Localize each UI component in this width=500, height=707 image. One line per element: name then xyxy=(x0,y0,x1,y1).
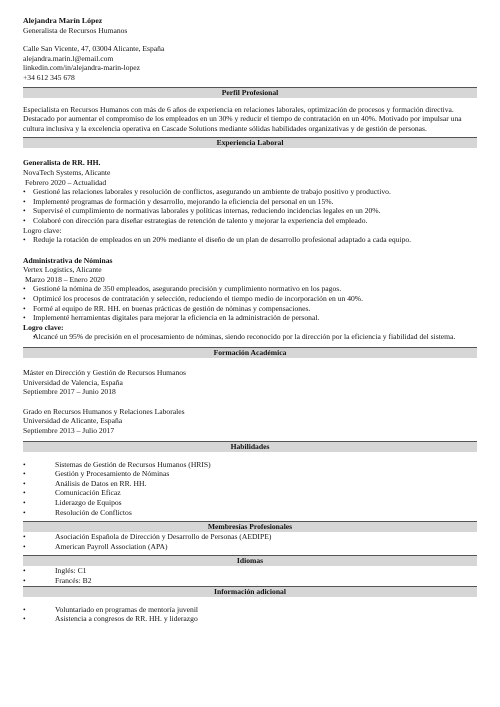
education-school: Universidad de Alicante, España xyxy=(23,416,123,426)
job-company: Vertex Logistics, Alicante xyxy=(23,265,102,275)
education-degree: Grado en Recursos Humanos y Relaciones Laborales xyxy=(23,406,185,416)
section-header-education: Formación Académica xyxy=(23,347,477,358)
section-header-memberships: Membresías Profesionales xyxy=(23,521,477,532)
job-bullet: • Gestioné la nómina de 350 empleados, asegurando precisión y cumplimiento normativo en los pagos. xyxy=(23,284,477,294)
skill-item: • Comunicación Eficaz xyxy=(23,488,477,498)
phone: +34 612 345 678 xyxy=(23,72,75,82)
education-dates: Septiembre 2013 – Julio 2017 xyxy=(23,426,115,435)
section-header-skills: Habilidades xyxy=(23,441,477,452)
skill-item: • Análisis de Datos en RR. HH. xyxy=(23,479,477,489)
profile-text: Especialista en Recursos Humanos con más de 6 años de experiencia en relaciones laborales, optimización de procesos y formación directiva. Destacado por aumentar el compromiso de los empleados en un 30% y reducir el tiempo de contratación en un 40%. Motivado por impulsar una cultura inclusiva y la excelencia operativa en Cascade Solutions mediante sólidas habilidades organizativas y de gestión de personas. xyxy=(23,104,462,133)
achievement-label: Logro clave: xyxy=(23,322,64,332)
membership-item: • American Payroll Association (APA) xyxy=(23,542,477,552)
achievement-text: • Reduje la rotación de empleados en un 20% mediante el diseño de un plan de desarrollo profesional adaptado a cada equipo. xyxy=(23,235,477,245)
job-dates: Febrero 2020 – Actualidad xyxy=(25,177,107,187)
section-header-profile: Perfil Profesional xyxy=(23,87,477,98)
languages-list xyxy=(23,566,477,585)
job-dates: Marzo 2018 – Enero 2020 xyxy=(25,274,105,284)
achievement-label: Logro clave: xyxy=(23,225,62,235)
skill-item: • Gestión y Procesamiento de Nóminas xyxy=(23,469,477,479)
linkedin: linkedin.com/in/alejandra-marin-lopez xyxy=(23,63,141,73)
skill-item: • Sistemas de Gestión de Recursos Humanos (HRIS) xyxy=(23,460,477,470)
email: alejandra.marin.l@email.com xyxy=(23,53,114,63)
section-header-experience: Experiencia Laboral xyxy=(23,137,477,148)
additional-list xyxy=(23,605,477,624)
additional-item: • Voluntariado en programas de mentoría juvenil xyxy=(23,605,477,615)
achievement-text: • Alcancé un 95% de precisión en el procesamiento de nóminas, siendo reconocido por la dirección por la eficiencia y fiabilidad del sistema. xyxy=(23,332,477,342)
candidate-name: Alejandra Marín López xyxy=(23,16,103,25)
job-bullet: • Colaboré con dirección para diseñar estrategias de retención de talento y mejorar la experiencia del empleado. xyxy=(23,216,477,226)
education-entry xyxy=(23,368,477,397)
skill-item: • Liderazgo de Equipos xyxy=(23,498,477,508)
education-degree: Máster en Dirección y Gestión de Recursos Humanos xyxy=(23,368,187,378)
education-dates: Septiembre 2017 – Junio 2018 xyxy=(23,387,116,397)
job-bullet: • Implementé herramientas digitales para mejorar la eficiencia en la administración de personal. xyxy=(23,313,477,323)
membership-item: • Asociación Española de Dirección y Desarrollo de Personas (AEDIPE) xyxy=(23,532,477,542)
section-header-languages: Idiomas xyxy=(23,555,477,566)
job-bullet: • Supervisé el cumplimiento de normativas laborales y políticas internas, reduciendo incidencias legales en un 20%. xyxy=(23,206,477,216)
job-bullet: • Optimicé los procesos de contratación y selección, reduciendo el tiempo medio de incorporación en un 40%. xyxy=(23,294,477,304)
skills-list xyxy=(23,460,477,518)
header xyxy=(23,16,477,83)
job-bullet: • Formé al equipo de RR. HH. en buenas prácticas de gestión de nóminas y compensaciones. xyxy=(23,304,477,314)
language-item: • Inglés: C1 xyxy=(23,566,477,576)
language-item: • Francés: B2 xyxy=(23,576,477,586)
job-company: NovaTech Systems, Alicante xyxy=(23,167,111,177)
memberships-list xyxy=(23,532,477,551)
education-school: Universidad de Valencia, España xyxy=(23,377,123,387)
section-header-additional: Información adicional xyxy=(23,586,477,597)
address: Calle San Vicente, 47, 03004 Alicante, España xyxy=(23,44,165,54)
skill-item: • Resolución de Conflictos xyxy=(23,508,477,518)
job-entry xyxy=(23,158,477,244)
job-position: Administrativa de Nóminas xyxy=(23,255,113,265)
resume-page xyxy=(23,16,477,624)
education-entry xyxy=(23,407,477,436)
job-position: Generalista de RR. HH. xyxy=(23,158,101,168)
additional-item: • Asistencia a congresos de RR. HH. y liderazgo xyxy=(23,614,477,624)
job-entry xyxy=(23,256,477,342)
job-bullet: • Gestioné las relaciones laborales y resolución de conflictos, asegurando un ambiente de trabajo positivo y productivo. xyxy=(23,187,477,197)
candidate-role: Generalista de Recursos Humanos xyxy=(23,25,128,35)
job-bullet: • Implementé programas de formación y desarrollo, mejorando la eficiencia del personal en un 15%. xyxy=(23,197,477,207)
